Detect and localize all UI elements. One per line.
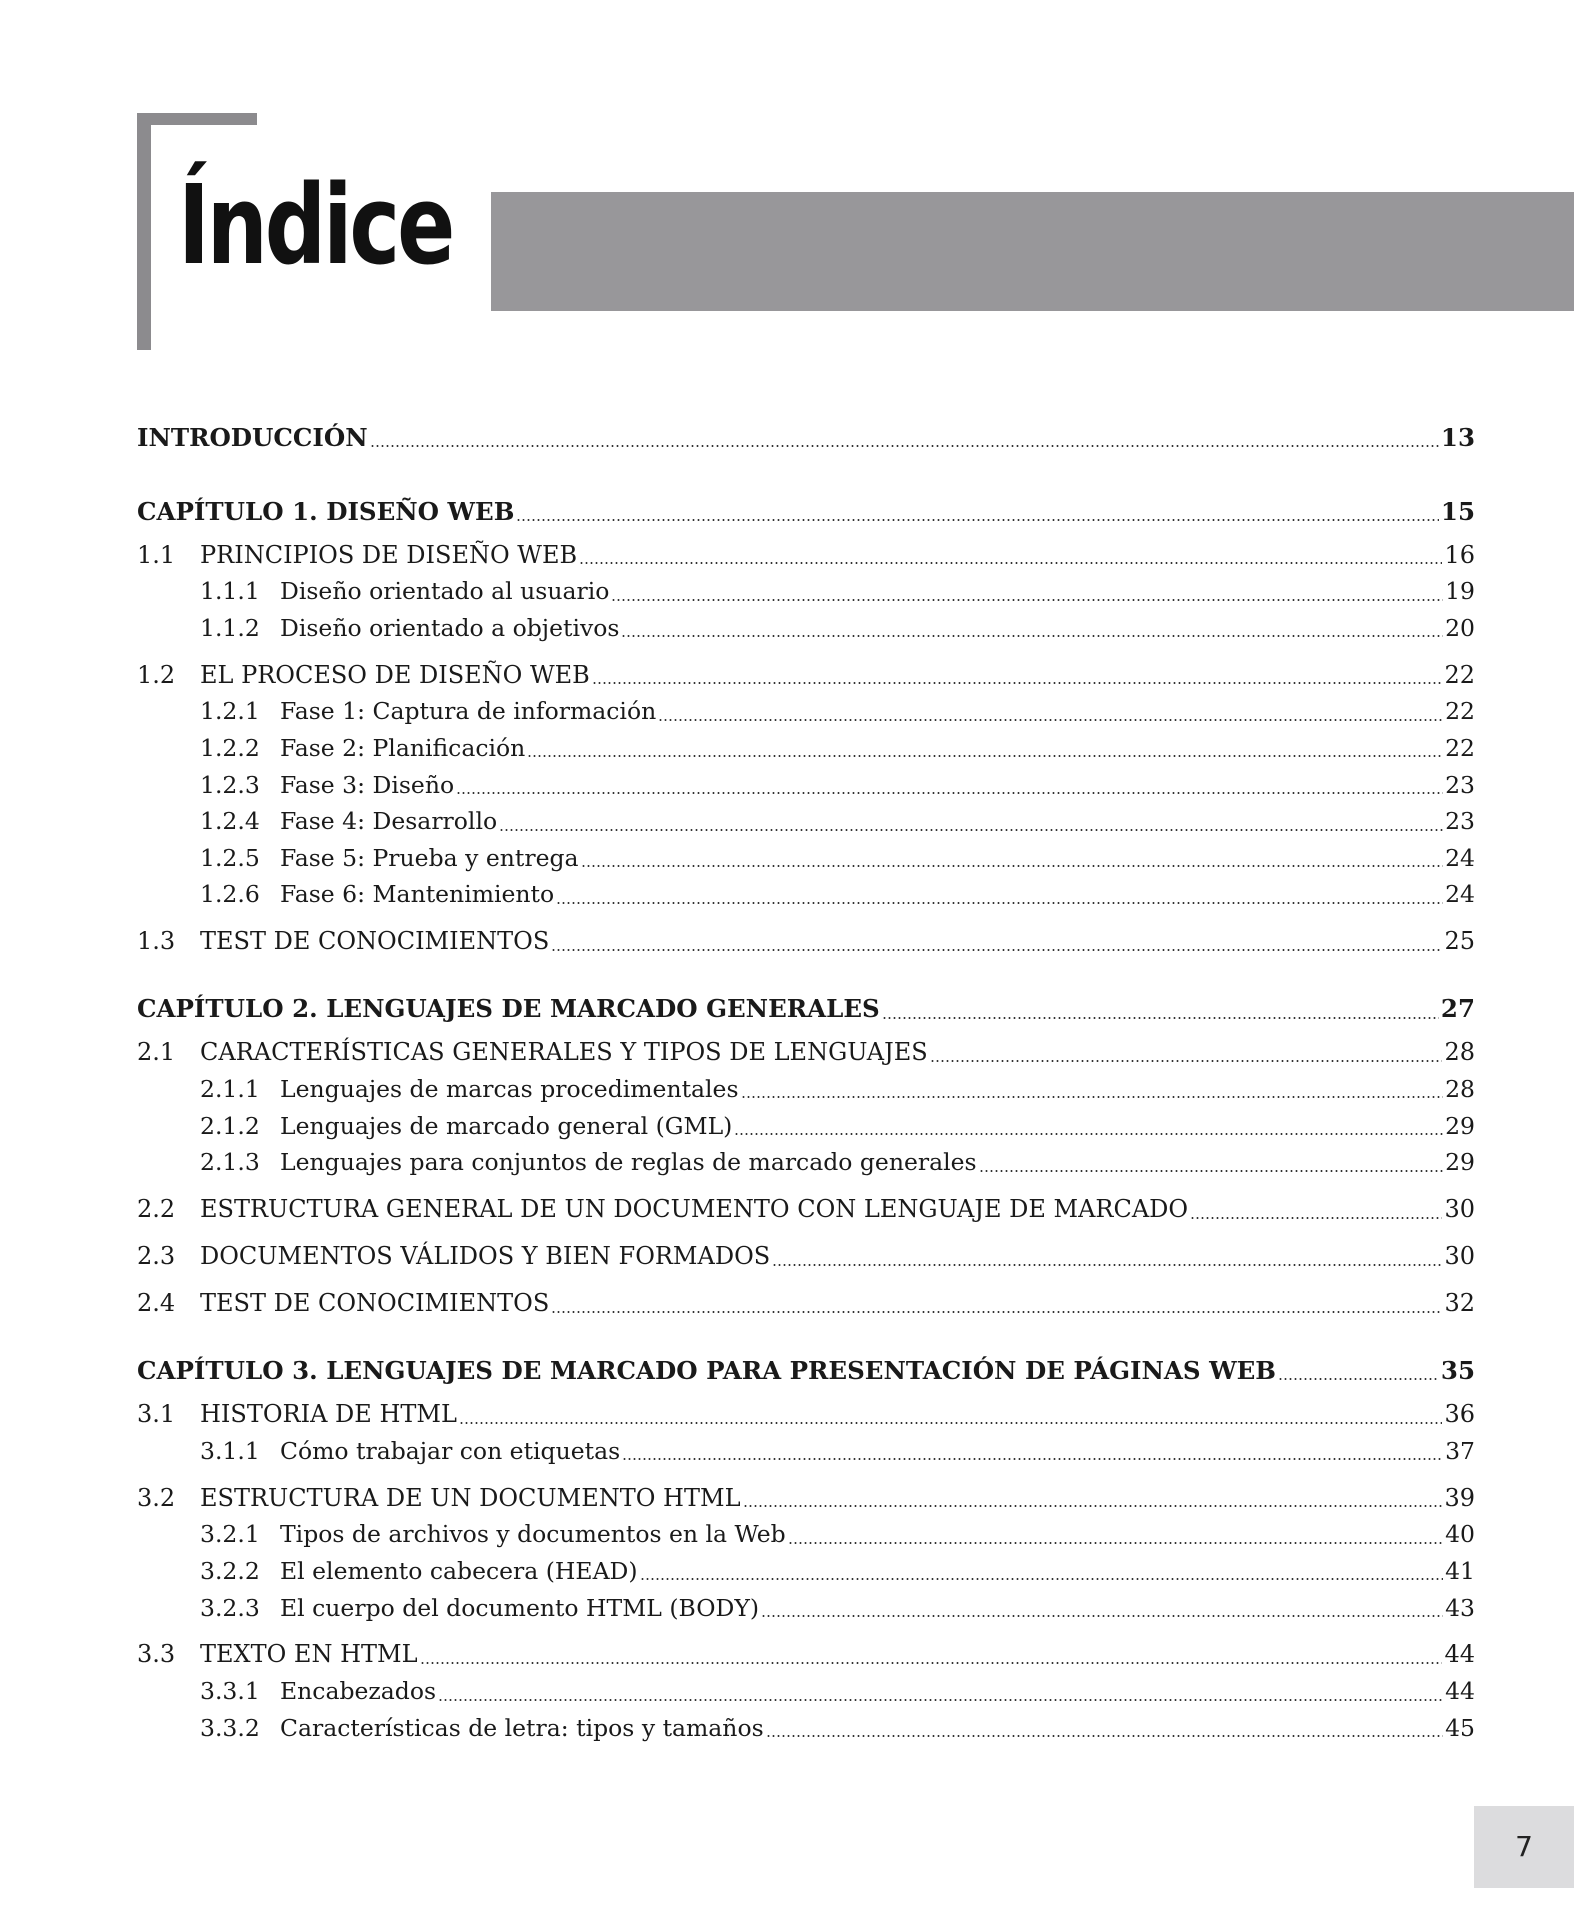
toc-entry-number: 3.2.2: [200, 1557, 260, 1586]
toc-entry-page: 29: [1445, 1111, 1475, 1140]
toc-entry-label: Lenguajes de marcas procedimentales: [280, 1075, 739, 1104]
toc-entry-label: Fase 6: Mantenimiento: [280, 880, 555, 909]
toc-entry-sub: [137, 693, 1475, 730]
toc-entry-page: 22: [1445, 734, 1475, 763]
toc-dot-leader: [611, 581, 1443, 605]
toc-entry-label: EL PROCESO DE DISEÑO WEB: [200, 660, 590, 689]
toc-entry-page: 39: [1444, 1483, 1475, 1512]
toc-entry-label: Diseño orientado a objetivos: [280, 613, 620, 642]
toc-entry-number: 1.1.1: [200, 577, 260, 606]
toc-entry-page: 22: [1444, 660, 1475, 689]
toc-entry-chapter: [137, 984, 1475, 1034]
page-title: Índice: [178, 161, 453, 289]
toc-entry-number: 2.3: [137, 1242, 176, 1271]
toc-entry-sub: [137, 1673, 1475, 1710]
toc-entry-number: 1.2: [137, 660, 176, 689]
toc-entry-page: 19: [1445, 577, 1475, 606]
toc-dot-leader: [622, 1440, 1443, 1464]
toc-entry-label: Diseño orientado al usuario: [280, 577, 610, 606]
toc-entry-label: CAPÍTULO 3. LENGUAJES DE MARCADO PARA PRESENTACIÓN DE PÁGINAS WEB: [137, 1356, 1276, 1386]
toc-dot-leader: [1190, 1198, 1442, 1222]
toc-entry-number: 2.1.3: [200, 1148, 260, 1177]
toc-entry-page: 24: [1445, 843, 1475, 872]
toc-entry-page: 44: [1444, 1640, 1475, 1669]
toc-dot-leader: [551, 1292, 1442, 1316]
toc-dot-leader: [658, 701, 1443, 725]
toc-dot-leader: [581, 847, 1444, 871]
toc-entry-page: 30: [1444, 1242, 1475, 1271]
table-of-contents: [137, 412, 1475, 1746]
toc-entry-number: 2.1: [137, 1038, 176, 1067]
toc-entry-page: 44: [1445, 1677, 1475, 1706]
toc-entry-sub: [137, 610, 1475, 647]
toc-entry-label: PRINCIPIOS DE DISEÑO WEB: [200, 540, 578, 569]
toc-entry-number: 1.2.6: [200, 880, 260, 909]
toc-entry-page: 24: [1445, 880, 1475, 909]
toc-entry-page: 29: [1445, 1148, 1475, 1177]
toc-entry-chapter: [137, 1346, 1475, 1396]
toc-dot-leader: [551, 930, 1442, 954]
toc-entry-number: 1.2.2: [200, 734, 260, 763]
toc-entry-page: 30: [1444, 1195, 1475, 1224]
toc-entry-page: 23: [1445, 807, 1475, 836]
toc-entry-number: 1.2.3: [200, 770, 260, 799]
toc-entry-page: 32: [1444, 1289, 1475, 1318]
toc-entry-page: 28: [1445, 1075, 1475, 1104]
toc-entry-section: [137, 923, 1475, 960]
toc-entry-page: 35: [1440, 1356, 1475, 1386]
toc-entry-page: 13: [1440, 422, 1475, 452]
toc-entry-section: [137, 656, 1475, 693]
toc-entry-label: CAPÍTULO 2. LENGUAJES DE MARCADO GENERALES: [137, 994, 880, 1024]
toc-entry-number: 2.2: [137, 1195, 176, 1224]
toc-entry-number: 1.2.1: [200, 697, 260, 726]
toc-entry-label: CARACTERÍSTICAS GENERALES Y TIPOS DE LENGUAJES: [200, 1038, 928, 1067]
toc-dot-leader: [640, 1560, 1444, 1584]
toc-entry-number: 1.3: [137, 927, 176, 956]
toc-entry-sub: [137, 573, 1475, 610]
toc-entry-section: [137, 1238, 1475, 1275]
toc-entry-sub: [137, 1710, 1475, 1747]
toc-entry-page: 36: [1444, 1400, 1475, 1429]
toc-entry-number: 1.1: [137, 540, 176, 569]
toc-entry-sub: [137, 803, 1475, 840]
toc-entry-label: Fase 4: Desarrollo: [280, 807, 498, 836]
toc-entry-page: 43: [1445, 1593, 1475, 1622]
toc-entry-label: Fase 3: Diseño: [280, 770, 455, 799]
toc-entry-number: 3.1.1: [200, 1436, 260, 1465]
toc-entry-sub: [137, 1144, 1475, 1181]
toc-entry-page: 27: [1440, 994, 1475, 1024]
toc-entry-section: [137, 1285, 1475, 1322]
toc-entry-label: El elemento cabecera (HEAD): [280, 1557, 638, 1586]
toc-dot-leader: [979, 1151, 1443, 1175]
toc-entry-sub: [137, 1516, 1475, 1553]
toc-entry-section: [137, 1396, 1475, 1433]
toc-dot-leader: [621, 617, 1443, 641]
toc-entry-label: ESTRUCTURA DE UN DOCUMENTO HTML: [200, 1483, 741, 1512]
toc-entry-label: El cuerpo del documento HTML (BODY): [280, 1593, 760, 1622]
toc-entry-label: Lenguajes de marcado general (GML): [280, 1111, 733, 1140]
toc-entry-number: 2.1.1: [200, 1075, 260, 1104]
toc-entry-page: 20: [1445, 613, 1475, 642]
toc-entry-label: Fase 5: Prueba y entrega: [280, 843, 579, 872]
toc-entry-sub: [137, 1071, 1475, 1108]
toc-entry-sub: [137, 1107, 1475, 1144]
toc-entry-label: Encabezados: [280, 1677, 437, 1706]
toc-entry-number: 1.1.2: [200, 613, 260, 642]
toc-entry-page: 22: [1445, 697, 1475, 726]
toc-entry-section: [137, 1636, 1475, 1673]
toc-entry-number: 3.2.1: [200, 1520, 260, 1549]
toc-dot-leader: [761, 1597, 1443, 1621]
toc-dot-leader: [527, 737, 1443, 761]
toc-entry-label: Lenguajes para conjuntos de reglas de marcado generales: [280, 1148, 977, 1177]
title-decorative-bar: [491, 192, 1574, 311]
toc-entry-number: 1.2.4: [200, 807, 260, 836]
title-bracket-top: [137, 113, 257, 125]
toc-entry-label: Tipos de archivos y documentos en la Web: [280, 1520, 786, 1549]
toc-dot-leader: [1278, 1359, 1439, 1384]
toc-entry-sub: [137, 766, 1475, 803]
toc-entry-number: 3.3: [137, 1640, 176, 1669]
toc-dot-leader: [556, 884, 1443, 908]
toc-entry-number: 2.4: [137, 1289, 176, 1318]
toc-dot-leader: [592, 664, 1443, 688]
toc-dot-leader: [420, 1643, 1443, 1667]
toc-entry-chapter: [137, 412, 1475, 462]
toc-entry-label: Fase 2: Planificación: [280, 734, 526, 763]
toc-dot-leader: [930, 1041, 1443, 1065]
toc-dot-leader: [743, 1487, 1443, 1511]
toc-entry-label: ESTRUCTURA GENERAL DE UN DOCUMENTO CON LENGUAJE DE MARCADO: [200, 1195, 1189, 1224]
title-bracket-side: [137, 113, 151, 350]
toc-entry-page: 25: [1444, 927, 1475, 956]
toc-dot-leader: [499, 811, 1443, 835]
toc-entry-page: 15: [1440, 496, 1475, 526]
toc-entry-page: 16: [1444, 540, 1475, 569]
toc-dot-leader: [741, 1078, 1444, 1102]
toc-entry-section: [137, 1191, 1475, 1228]
toc-entry-chapter: [137, 486, 1475, 536]
toc-entry-page: 45: [1445, 1713, 1475, 1742]
toc-entry-number: 3.3.2: [200, 1713, 260, 1742]
toc-entry-label: CAPÍTULO 1. DISEÑO WEB: [137, 496, 515, 526]
toc-entry-label: DOCUMENTOS VÁLIDOS Y BIEN FORMADOS: [200, 1242, 771, 1271]
toc-dot-leader: [579, 544, 1442, 568]
toc-entry-page: 41: [1445, 1557, 1475, 1586]
toc-entry-page: 28: [1444, 1038, 1475, 1067]
toc-entry-number: 3.3.1: [200, 1677, 260, 1706]
toc-entry-sub: [137, 1553, 1475, 1590]
toc-entry-label: TEXTO EN HTML: [200, 1640, 418, 1669]
toc-entry-label: TEST DE CONOCIMIENTOS: [200, 927, 550, 956]
toc-entry-section: [137, 1479, 1475, 1516]
toc-dot-leader: [438, 1680, 1443, 1704]
toc-entry-label: Fase 1: Captura de información: [280, 697, 657, 726]
toc-dot-leader: [459, 1403, 1443, 1427]
toc-dot-leader: [370, 426, 1439, 451]
toc-entry-sub: [137, 876, 1475, 913]
toc-entry-number: 3.2.3: [200, 1593, 260, 1622]
toc-entry-number: 3.1: [137, 1400, 176, 1429]
toc-entry-label: Cómo trabajar con etiquetas: [280, 1436, 621, 1465]
page-number-box: [1474, 1806, 1574, 1888]
toc-entry-sub: [137, 730, 1475, 767]
toc-entry-page: 37: [1445, 1436, 1475, 1465]
toc-entry-label: TEST DE CONOCIMIENTOS: [200, 1289, 550, 1318]
toc-dot-leader: [734, 1115, 1443, 1139]
toc-dot-leader: [788, 1524, 1443, 1548]
toc-entry-label: Características de letra: tipos y tamaños: [280, 1713, 764, 1742]
toc-entry-section: [137, 1034, 1475, 1071]
toc-dot-leader: [516, 500, 1438, 525]
toc-entry-number: 1.2.5: [200, 843, 260, 872]
toc-dot-leader: [766, 1717, 1443, 1741]
toc-entry-page: 23: [1445, 770, 1475, 799]
toc-entry-number: 3.2: [137, 1483, 176, 1512]
toc-entry-section: [137, 536, 1475, 573]
toc-dot-leader: [772, 1245, 1442, 1269]
toc-entry-page: 40: [1445, 1520, 1475, 1549]
toc-entry-label: INTRODUCCIÓN: [137, 422, 368, 452]
toc-entry-number: 2.1.2: [200, 1111, 260, 1140]
page-number: 7: [1515, 1830, 1533, 1863]
toc-dot-leader: [882, 998, 1439, 1023]
toc-entry-sub: [137, 1589, 1475, 1626]
toc-dot-leader: [456, 774, 1443, 798]
toc-entry-sub: [137, 840, 1475, 877]
toc-entry-label: HISTORIA DE HTML: [200, 1400, 457, 1429]
toc-entry-sub: [137, 1433, 1475, 1470]
